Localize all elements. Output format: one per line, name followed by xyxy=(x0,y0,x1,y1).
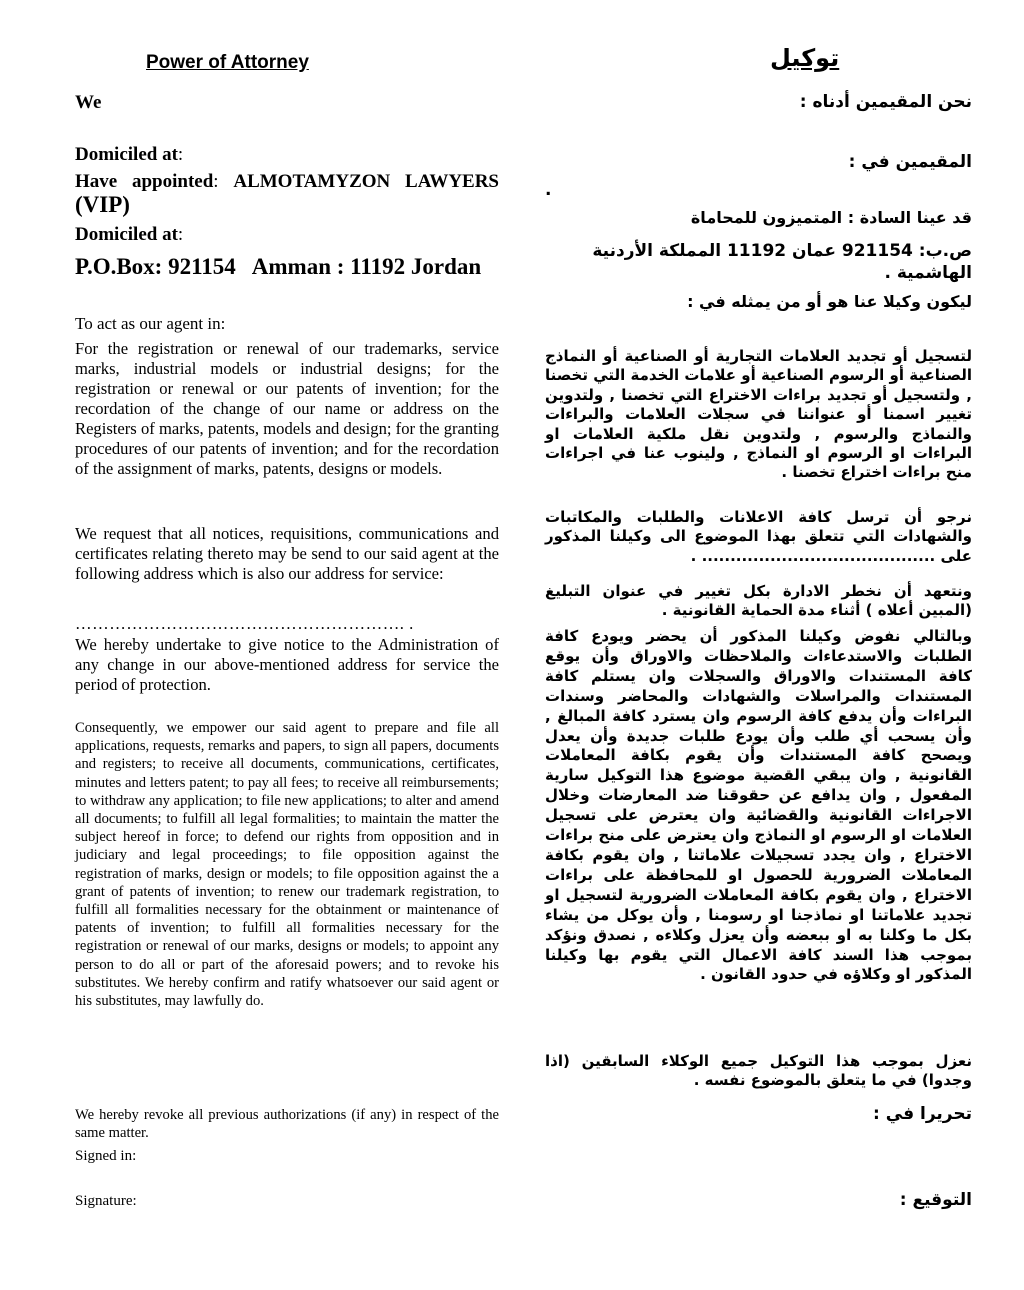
revoke-paragraph: We hereby revoke all previous authorizations (if any) in respect of the same matter. xyxy=(75,1107,499,1141)
arabic-appointed-line: قد عينا السادة : المتميزون للمحاماة xyxy=(690,208,972,227)
agent-address: P.O.Box: 921154 Amman : 11192 Jordan xyxy=(75,254,482,279)
arabic-dot: . xyxy=(545,180,552,200)
scope-paragraph: For the registration or renewal of our trademarks, service marks, industrial models or industrial designs; for the registration or renewal or our patents of invention; for the recordation of the change of our name or address on the Registers of marks, patents, models and design; for the granting procedures of our patents of invention; and for the recordation of the assignment of marks, patents, designs or models. xyxy=(75,339,499,478)
we-label: We xyxy=(75,92,102,113)
signature-label: Signature: xyxy=(75,1193,137,1209)
signed-in-label: Signed in: xyxy=(75,1148,137,1164)
colon: : xyxy=(177,224,184,245)
arabic-act-as-agent: ليكون وكيلا عنا هو أو من يمثله في : xyxy=(687,292,972,311)
arabic-domiciled-label: المقيمين في : xyxy=(848,152,972,172)
notices-paragraph: We request that all notices, requisitions, communications and certificates relating thereto may be send to our said agent at the following address which is also our address for service: xyxy=(75,524,499,583)
colon: : xyxy=(213,171,219,192)
arabic-signature-label: التوقيع : xyxy=(899,1190,972,1210)
colon: : xyxy=(177,144,184,165)
undertake-paragraph: We hereby undertake to give notice to the Administration of any change in our above-mentioned address for service the period of protection. xyxy=(75,635,499,694)
arabic-revoke-paragraph: نعزل بموجب هذا التوكيل جميع الوكلاء السابقين (اذا وجدوا) في ما يتعلق بالموضوع نفسه . xyxy=(545,1052,972,1090)
domiciled-at-text: Domiciled at xyxy=(75,224,178,245)
arabic-signed-in-label: تحريرا في : xyxy=(873,1104,972,1124)
arabic-undertake-paragraph: ونتعهد أن نخطر الادارة بكل تغيير في عنوان التبليغ (المبين أعلاه ) أثناء مدة الحماية القانونية . xyxy=(545,582,972,620)
arabic-notices-paragraph: نرجو أن ترسل كافة الاعلانات والطلبات والمكاتبات والشهادات التي تتعلق بهذا الموضوع الى وكيلنا المذكور على ......................................... . xyxy=(545,508,972,565)
have-appointed-line xyxy=(75,170,499,218)
arabic-we-label: نحن المقيمين أدناه : xyxy=(799,92,972,112)
title-english: Power of Attorney xyxy=(146,52,309,73)
arabic-empower-paragraph: وبالتالي نفوض وكيلنا المذكور أن يحضر ويودع كافة الطلبات والاستدعاءات والملاحظات والاوراق وأن يوقع كافة المستندات والاوراق والسجلات وان يستلم كافة المستندات والمراسلات والشهادات والمحاضر وسندات البراءات وأن يدفع كافة الرسوم وان يسترد كافة المبالغ , وأن يسحب أي طلب وأن يودع طلبات جديدة وأن يعدل ويصحح كافة المستندات وأن يقوم بكافة المعاملات القانونية , وان يبقي القضية موضوع هذا التوكيل سارية المفعول , وان يدافع عن حقوقنا ضد المعارضات وخلال الاجراءات القانونية والقضائية وان يعترض على تسجيل العلامات او الرسوم او النماذج وان يعترض على منح براءات الاختراع , وان يجدد تسجيلات علاماتنا , وان يقوم بكافة المعاملات الضرورية للحصول او للمحافظة على براءات الاختراع , وان يقوم بكافة المعاملات الضرورية لتسجيل او تجديد علاماتنا او نماذجنا او رسومنا , وأن يوكل من يشاء بكل ما وكلنا به او ببعضه وأن يعزل وكلاءه , نصدق ونؤكد بموجب هذا السند كافة الاعمال التي يقوم بها وكيلنا المذكور او وكلاؤه في حدود القانون . xyxy=(545,627,972,984)
appointee-name: ALMOTAMYZON LAWYERS xyxy=(233,171,499,192)
domiciled-at-label-2 xyxy=(75,224,499,246)
title-arabic: توكيل xyxy=(770,44,840,72)
arabic-address: ص.ب: 921154 عمان 11192 المملكة الأردنية الهاشمية . xyxy=(592,241,972,283)
arabic-scope-paragraph: لتسجيل أو تجديد العلامات التجارية أو الصناعية أو النماذج الصناعية أو الرسوم الصناعية أو علامات الخدمة التي تخصنا , ولتسجيل أو تجديد براءات الاختراع التي تخصنا , ولتدوين تغيير اسمنا أو عنواننا في سجلات العلامات والبراءات والنماذج والرسوم , ولتدوين نقل ملكية العلامات او البراءات او الرسوم او النماذج , ولينوب عنا في اجراءات منح براءات اختراع تخصنا . xyxy=(545,347,972,482)
address-blank-line: …………………………………………………. . xyxy=(75,614,414,633)
domiciled-at-text: Domiciled at xyxy=(75,144,178,165)
act-as-agent-text: To act as our agent in: xyxy=(75,314,226,333)
have-appointed-label: Have appointed xyxy=(75,171,214,192)
vip-label: (VIP) xyxy=(75,192,130,217)
empower-paragraph: Consequently, we empower our said agent to prepare and file all applications, requests, remarks and papers, to sign all papers, documents and registers; to receive all documents, communications, certificates, minutes and letters patent; to pay all fees; to receive all reimbursements; to withdraw any application; to file new applications; to alter and amend all documents; to fulfill all legal formalities; to maintain the matter the subject hereof in force; to defend our rights from opposition and in judiciary and legal proceedings; to file opposition against the registration of marks, design or models; to file opposition against the a grant of patents of invention; to renew our trademark registration, to fulfill all formalities necessary for the obtainment or maintenance of patents of invention; to fulfill all formalities necessary for the registration or renewal of our marks, designs or models; to appoint any person to do all or part of the aforesaid powers; and to revoke his substitutes. We hereby confirm and ratify whatsoever our said agent or his substitutes, may lawfully do. xyxy=(75,720,499,1010)
domiciled-at-label xyxy=(75,144,499,166)
